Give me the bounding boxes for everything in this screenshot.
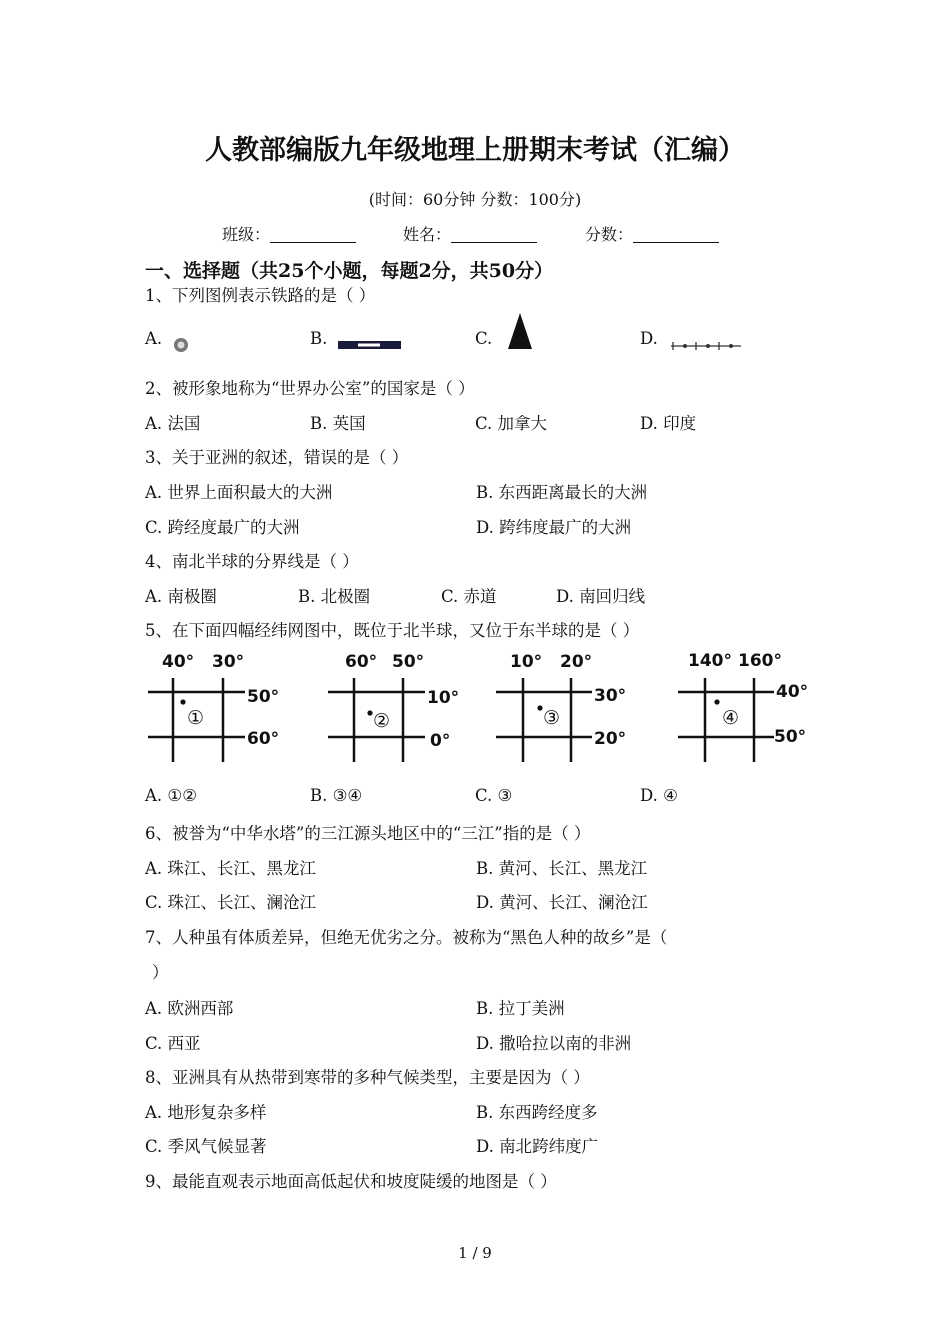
class-blank[interactable] bbox=[270, 226, 356, 243]
q1-option-d: D. bbox=[640, 329, 658, 348]
grid-3 bbox=[496, 652, 626, 762]
grid-1-lon-left: 40° bbox=[162, 652, 195, 672]
grid-1-lat-top: 50° bbox=[247, 687, 280, 707]
q3-option-c: C. 跨经度最广的大洲 bbox=[145, 518, 300, 537]
q9-stem: 9、最能直观表示地面高低起伏和坡度陡缓的地图是（ ） bbox=[145, 1172, 557, 1191]
q6-option-c: C. 珠江、长江、澜沧江 bbox=[145, 893, 317, 912]
q3-option-d: D. 跨纬度最广的大洲 bbox=[476, 518, 632, 537]
page-number: 1 / 9 bbox=[458, 1244, 492, 1262]
q7-option-d: D. 撒哈拉以南的非洲 bbox=[476, 1034, 632, 1053]
grid-4 bbox=[678, 651, 808, 762]
q8-option-b: B. 东西跨经度多 bbox=[476, 1103, 598, 1122]
q3-option-a: A. 世界上面积最大的大洲 bbox=[145, 483, 333, 502]
q4-option-c: C. 赤道 bbox=[441, 587, 497, 606]
exam-subtitle: (时间：60分钟 分数：100分) bbox=[368, 190, 582, 209]
score-field bbox=[585, 222, 719, 245]
grid-1 bbox=[148, 652, 279, 762]
grid-2-lon-left: 60° bbox=[345, 652, 378, 672]
class-label: 班级： bbox=[222, 225, 271, 244]
q4-option-b: B. 北极圈 bbox=[298, 587, 371, 606]
name-blank[interactable] bbox=[451, 226, 537, 243]
settlement-circle-icon bbox=[172, 336, 190, 354]
exam-title: 人教部编版九年级地理上册期末考试（汇编） bbox=[205, 135, 745, 166]
q5-option-b: B. ③④ bbox=[310, 786, 363, 805]
class-field bbox=[222, 222, 356, 245]
mountain-peak-icon bbox=[507, 312, 533, 350]
q3-option-b: B. 东西距离最长的大洲 bbox=[476, 483, 648, 502]
name-label: 姓名： bbox=[403, 225, 452, 244]
grid-1-lat-bottom: 60° bbox=[247, 729, 280, 749]
grid-2-label: ② bbox=[373, 710, 391, 732]
section-title: 一、选择题（共25个小题，每题2分，共50分） bbox=[145, 260, 554, 282]
q2-option-a: A. 法国 bbox=[145, 414, 201, 433]
q2-option-d: D. 印度 bbox=[640, 414, 697, 433]
grid-3-label: ③ bbox=[543, 707, 561, 729]
q4-stem: 4、南北半球的分界线是（ ） bbox=[145, 552, 359, 571]
q8-option-c: C. 季风气候显著 bbox=[145, 1137, 267, 1156]
q2-stem: 2、被形象地称为“世界办公室”的国家是（ ） bbox=[145, 379, 475, 398]
q6-stem: 6、被誉为“中华水塔”的三江源头地区中的“三江”指的是（ ） bbox=[145, 824, 591, 843]
grid-2-lat-bottom: 0° bbox=[430, 731, 451, 751]
q7-stem: 7、人种虽有体质差异，但绝无优劣之分。被称为“黑色人种的故乡”是（ bbox=[145, 928, 668, 947]
grid-3-lat-top: 30° bbox=[594, 686, 627, 706]
q1-option-b: B. bbox=[310, 329, 328, 348]
name-field bbox=[403, 222, 537, 245]
score-blank[interactable] bbox=[633, 226, 719, 243]
q8-option-a: A. 地形复杂多样 bbox=[145, 1103, 267, 1122]
q2-option-b: B. 英国 bbox=[310, 414, 366, 433]
q5-option-a: A. ①② bbox=[145, 786, 197, 805]
railway-line-icon bbox=[338, 340, 401, 350]
grid-4-lon-left: 140° bbox=[688, 651, 732, 671]
q6-option-a: A. 珠江、长江、黑龙江 bbox=[145, 859, 316, 878]
q7-option-a: A. 欧洲西部 bbox=[145, 999, 234, 1018]
q5-stem: 5、在下面四幅经纬网图中，既位于北半球，又位于东半球的是（ ） bbox=[145, 621, 640, 640]
q7-option-b: B. 拉丁美洲 bbox=[476, 999, 565, 1018]
q4-option-a: A. 南极圈 bbox=[145, 587, 217, 606]
grid-3-lon-left: 10° bbox=[510, 652, 543, 672]
q7-option-c: C. 西亚 bbox=[145, 1034, 201, 1053]
q8-option-d: D. 南北跨纬度广 bbox=[476, 1137, 599, 1156]
q7-stem-cont: ） bbox=[152, 963, 169, 982]
grid-2-lat-top: 10° bbox=[427, 688, 460, 708]
grid-2-lon-right: 50° bbox=[392, 652, 425, 672]
q6-option-b: B. 黄河、长江、黑龙江 bbox=[476, 859, 648, 878]
grid-1-lon-right: 30° bbox=[212, 652, 245, 672]
q5-option-d: D. ④ bbox=[640, 786, 678, 805]
grid-4-lon-right: 160° bbox=[738, 651, 782, 671]
q5-option-c: C. ③ bbox=[475, 786, 513, 805]
q3-stem: 3、关于亚洲的叙述，错误的是（ ） bbox=[145, 448, 409, 467]
q2-option-c: C. 加拿大 bbox=[475, 414, 548, 433]
boundary-line-icon bbox=[671, 341, 741, 351]
grid-2 bbox=[328, 652, 459, 762]
grid-3-lat-bottom: 20° bbox=[594, 729, 627, 749]
grid-4-label: ④ bbox=[722, 707, 740, 729]
score-label: 分数： bbox=[585, 225, 634, 244]
q1-stem: 1、下列图例表示铁路的是（ ） bbox=[145, 286, 376, 305]
lat-lon-grids-figure bbox=[140, 645, 820, 770]
q4-option-d: D. 南回归线 bbox=[556, 587, 646, 606]
q1-option-c: C. bbox=[475, 329, 493, 348]
grid-4-lat-bottom: 50° bbox=[774, 727, 807, 747]
grid-3-lon-right: 20° bbox=[560, 652, 593, 672]
q8-stem: 8、亚洲具有从热带到寒带的多种气候类型，主要是因为（ ） bbox=[145, 1068, 590, 1087]
q6-option-d: D. 黄河、长江、澜沧江 bbox=[476, 893, 648, 912]
grid-1-label: ① bbox=[187, 707, 205, 729]
q1-option-a: A. bbox=[145, 329, 163, 348]
grid-4-lat-top: 40° bbox=[776, 682, 809, 702]
